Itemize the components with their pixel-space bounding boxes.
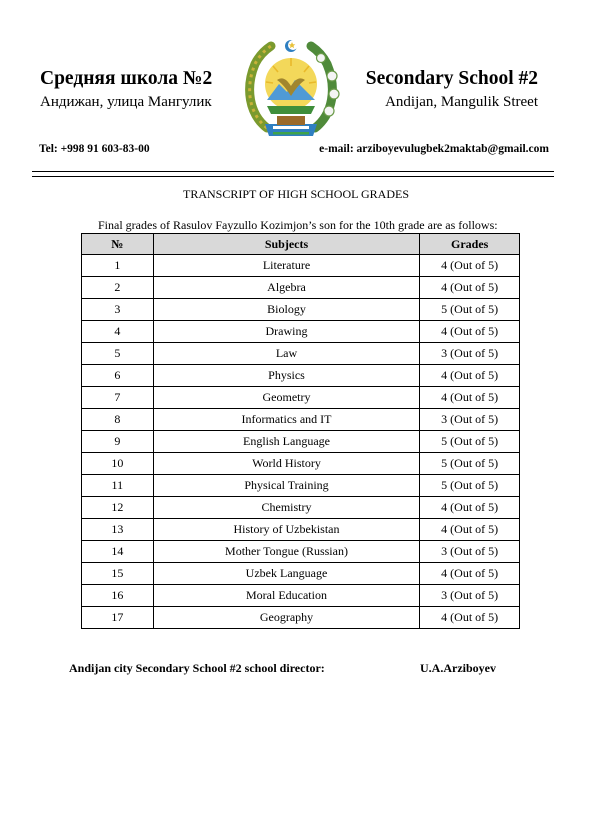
row-grade: 5 (Out of 5): [420, 475, 520, 497]
table-row: [82, 277, 520, 299]
school-name-russian: Средняя школа №2: [40, 68, 213, 89]
row-subject: Informatics and IT: [153, 409, 420, 431]
row-number: 16: [82, 585, 154, 607]
table-row: [82, 387, 520, 409]
table-row: [82, 321, 520, 343]
row-grade: 4 (Out of 5): [420, 277, 520, 299]
table-row: [82, 519, 520, 541]
table-body: [82, 255, 520, 629]
state-emblem-icon: [239, 36, 343, 142]
table-row: [82, 343, 520, 365]
table-row: [82, 365, 520, 387]
table-row: [82, 453, 520, 475]
row-number: 11: [82, 475, 154, 497]
row-subject: Biology: [153, 299, 420, 321]
row-number: 9: [82, 431, 154, 453]
row-grade: 4 (Out of 5): [420, 321, 520, 343]
row-subject: Drawing: [153, 321, 420, 343]
table-row: [82, 541, 520, 563]
row-grade: 3 (Out of 5): [420, 409, 520, 431]
row-grade: 5 (Out of 5): [420, 431, 520, 453]
row-number: 5: [82, 343, 154, 365]
transcript-intro: Final grades of Rasulov Fayzullo Kozimjon’s son for the 10th grade are as follows:: [98, 218, 498, 232]
row-subject: Moral Education: [153, 585, 420, 607]
signatory-name: U.A.Arziboyev: [420, 661, 496, 675]
column-header-number: №: [82, 234, 154, 255]
header-divider-thin: [32, 176, 554, 177]
row-grade: 3 (Out of 5): [420, 343, 520, 365]
row-subject: Uzbek Language: [153, 563, 420, 585]
row-subject: Literature: [153, 255, 420, 277]
row-subject: Mother Tongue (Russian): [153, 541, 420, 563]
row-number: 10: [82, 453, 154, 475]
row-grade: 4 (Out of 5): [420, 607, 520, 629]
row-grade: 4 (Out of 5): [420, 497, 520, 519]
grades-table: [81, 233, 520, 629]
row-number: 17: [82, 607, 154, 629]
row-subject: Algebra: [153, 277, 420, 299]
row-grade: 4 (Out of 5): [420, 519, 520, 541]
row-subject: Physical Training: [153, 475, 420, 497]
row-number: 4: [82, 321, 154, 343]
row-subject: Chemistry: [153, 497, 420, 519]
school-address-english: Andijan, Mangulik Street: [385, 94, 538, 110]
email: e-mail: arziboyevulugbek2maktab@gmail.com: [319, 143, 549, 155]
row-number: 12: [82, 497, 154, 519]
table-row: [82, 585, 520, 607]
row-subject: Geometry: [153, 387, 420, 409]
row-number: 1: [82, 255, 154, 277]
row-number: 15: [82, 563, 154, 585]
row-grade: 5 (Out of 5): [420, 299, 520, 321]
row-number: 2: [82, 277, 154, 299]
telephone: Tel: +998 91 603-83-00: [39, 143, 150, 155]
row-number: 6: [82, 365, 154, 387]
header-russian: [40, 68, 212, 112]
document-title: TRANSCRIPT OF HIGH SCHOOL GRADES: [182, 187, 410, 201]
row-number: 14: [82, 541, 154, 563]
header-english: [366, 68, 538, 112]
row-subject: Geography: [153, 607, 420, 629]
column-header-grades: Grades: [420, 234, 520, 255]
row-grade: 4 (Out of 5): [420, 365, 520, 387]
table-row: [82, 497, 520, 519]
table-row: [82, 255, 520, 277]
header-divider-thick: [32, 171, 554, 172]
row-grade: 3 (Out of 5): [420, 585, 520, 607]
table-row: [82, 563, 520, 585]
row-subject: English Language: [153, 431, 420, 453]
table-header-row: [82, 234, 520, 255]
row-number: 8: [82, 409, 154, 431]
table-row: [82, 475, 520, 497]
table-row: [82, 299, 520, 321]
row-subject: Physics: [153, 365, 420, 387]
signatory-role: Andijan city Secondary School #2 school director:: [69, 661, 325, 675]
row-grade: 4 (Out of 5): [420, 255, 520, 277]
table-row: [82, 431, 520, 453]
column-header-subjects: Subjects: [153, 234, 420, 255]
row-subject: History of Uzbekistan: [153, 519, 420, 541]
table-row: [82, 607, 520, 629]
school-name-english: Secondary School #2: [365, 68, 538, 89]
row-number: 3: [82, 299, 154, 321]
row-grade: 4 (Out of 5): [420, 387, 520, 409]
school-address-russian: Андижан, улица Мангулик: [40, 94, 212, 110]
row-number: 13: [82, 519, 154, 541]
row-grade: 5 (Out of 5): [420, 453, 520, 475]
row-subject: World History: [153, 453, 420, 475]
row-grade: 4 (Out of 5): [420, 563, 520, 585]
table-row: [82, 409, 520, 431]
row-number: 7: [82, 387, 154, 409]
row-subject: Law: [153, 343, 420, 365]
row-grade: 3 (Out of 5): [420, 541, 520, 563]
